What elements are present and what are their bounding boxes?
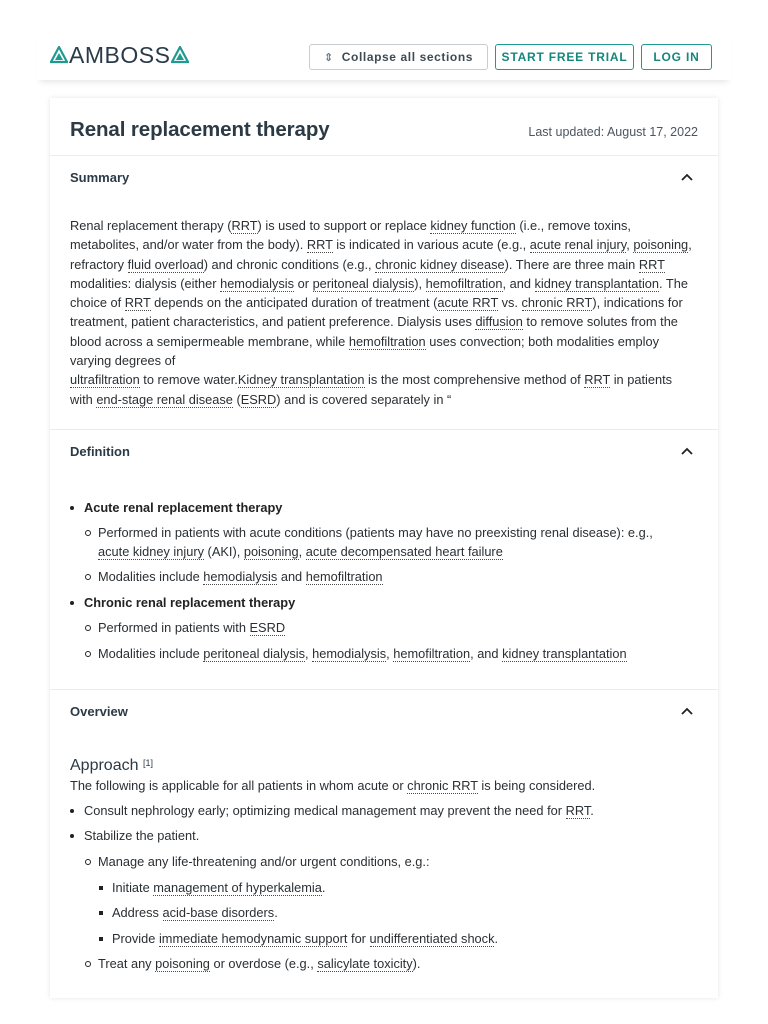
list-item: Initiate management of hyperkalemia. bbox=[70, 878, 698, 904]
section-overview-header[interactable] bbox=[50, 690, 718, 740]
start-free-trial-button[interactable] bbox=[495, 44, 634, 70]
list-item: Performed in patients with acute conditions (patients may have no preexisting renal disease): e.g., acute kidney injury (AKI), poisoning, acute decompensated heart failure bbox=[70, 523, 698, 561]
approach-heading: Approach [1] bbox=[70, 757, 153, 775]
term-link[interactable]: RRT bbox=[565, 802, 591, 818]
triangle-logo-icon bbox=[171, 46, 189, 64]
term-link[interactable]: acute kidney injury bbox=[98, 544, 204, 560]
last-updated: Last updated: August 17, 2022 bbox=[528, 125, 698, 139]
term-link[interactable]: chronic kidney disease bbox=[375, 256, 505, 272]
section-definition-header[interactable] bbox=[50, 430, 718, 480]
term-link[interactable]: acid-base disorders bbox=[162, 905, 275, 921]
amboss-logo[interactable] bbox=[50, 43, 189, 67]
section-definition bbox=[50, 430, 718, 691]
term-link[interactable]: poisoning bbox=[155, 956, 210, 972]
term-link[interactable]: management of hyperkalemia bbox=[153, 879, 322, 895]
login-label: LOG IN bbox=[653, 50, 700, 64]
term-link[interactable]: diffusion bbox=[475, 314, 523, 330]
term-link[interactable]: hemodialysis bbox=[312, 645, 387, 661]
top-header bbox=[36, 28, 732, 80]
term-link[interactable]: acute RRT bbox=[437, 295, 499, 311]
article-header bbox=[50, 98, 718, 156]
term-link[interactable]: peritoneal dialysis bbox=[203, 645, 306, 661]
summary-paragraph: ultrafiltration to remove water.Kidney transplantation is the most comprehensive method of RRT in patients with end-stage renal disease (ESRD) and is covered separately in “ bbox=[70, 372, 673, 407]
term-link[interactable]: kidney transplantation bbox=[502, 645, 627, 661]
summary-text bbox=[50, 206, 718, 429]
list-item: Manage any life-threatening and/or urgent conditions, e.g.: bbox=[70, 852, 698, 878]
term-link[interactable]: chronic RRT bbox=[521, 295, 593, 311]
term-link[interactable]: RRT bbox=[584, 372, 611, 388]
term-link[interactable]: hemofiltration bbox=[348, 333, 426, 349]
page-title: Renal replacement therapy bbox=[70, 118, 330, 141]
section-title: Definition bbox=[70, 443, 130, 459]
term-link[interactable]: poisoning bbox=[633, 237, 689, 253]
term-link[interactable]: hemofiltration bbox=[425, 275, 503, 291]
summary-paragraph: Renal replacement therapy (RRT) is used to support or replace kidney function (i.e., remove toxins, metabolites, and/or water from the body). RRT is indicated in various acute (e.g., acute renal injury, poisoning, refractory fluid overload) and chronic conditions (e.g., chronic kidney disease). There are three main RRT modalities: dialysis (either hemodialysis or peritoneal dialysis), hemofiltration, and kidney transplantation. The choice of RRT depends on the anticipated duration of treatment (acute RRT vs. chronic RRT), indications for treatment, patient characteristics, and patient preference. Dialysis uses diffusion to remove solutes from the blood across a semipermeable membrane, while hemofiltration uses convection; both modalities employ varying degrees of bbox=[70, 218, 692, 369]
start-free-trial-label: START FREE TRIAL bbox=[501, 50, 628, 64]
section-summary-header[interactable] bbox=[50, 156, 718, 206]
list-item: Treat any poisoning or overdose (e.g., salicylate toxicity). bbox=[70, 954, 698, 980]
section-title: Summary bbox=[70, 170, 130, 185]
chevron-up-icon[interactable] bbox=[680, 706, 694, 716]
term-link[interactable]: hemodialysis bbox=[203, 569, 278, 585]
term-link[interactable]: kidney function bbox=[430, 218, 516, 233]
term-link[interactable]: kidney transplantation bbox=[534, 275, 660, 291]
list-item: Chronic renal replacement therapy bbox=[70, 593, 698, 619]
list-item: Modalities include hemodialysis and hemofiltration bbox=[70, 567, 698, 593]
article-card bbox=[50, 98, 718, 998]
term-link[interactable]: poisoning bbox=[243, 544, 299, 560]
term-link[interactable]: ESRD bbox=[240, 391, 277, 407]
term-link[interactable]: RRT bbox=[306, 237, 333, 253]
term-link[interactable]: RRT bbox=[124, 295, 151, 311]
term-link[interactable]: hemofiltration bbox=[305, 569, 383, 585]
term-link[interactable]: RRT bbox=[231, 218, 258, 233]
list-item: Address acid-base disorders. bbox=[70, 903, 698, 929]
term-link[interactable]: salicylate toxicity bbox=[317, 956, 413, 972]
list-item: Performed in patients with ESRD bbox=[70, 618, 698, 644]
section-title: Overview bbox=[70, 704, 128, 720]
term-link[interactable]: chronic RRT bbox=[407, 777, 478, 793]
collapse-icon: ⇕ bbox=[323, 51, 334, 64]
term-link[interactable]: ESRD bbox=[249, 620, 286, 636]
term-link[interactable]: acute decompensated heart failure bbox=[305, 544, 503, 560]
collapse-all-button[interactable] bbox=[309, 44, 488, 70]
list-item: Consult nephrology early; optimizing medical management may prevent the need for RRT. bbox=[70, 801, 698, 827]
chevron-up-icon[interactable] bbox=[680, 446, 694, 456]
list-item: Acute renal replacement therapy bbox=[70, 498, 698, 524]
term-link[interactable]: ultrafiltration bbox=[70, 372, 140, 388]
collapse-all-label: Collapse all sections bbox=[341, 50, 474, 64]
term-link[interactable]: end-stage renal disease bbox=[96, 391, 233, 407]
triangle-logo-icon bbox=[50, 46, 68, 64]
section-overview bbox=[50, 690, 718, 997]
section-summary bbox=[50, 156, 718, 430]
definition-list bbox=[70, 498, 698, 524]
list-item: Modalities include peritoneal dialysis, hemodialysis, hemofiltration, and kidney transplantation bbox=[70, 644, 698, 670]
login-button[interactable] bbox=[641, 44, 712, 70]
term-link[interactable]: RRT bbox=[638, 256, 665, 272]
logo-text: AMBOSS bbox=[69, 42, 171, 68]
term-link[interactable]: fluid overload bbox=[127, 256, 204, 272]
list-item: Stabilize the patient. bbox=[70, 826, 698, 852]
term-link[interactable]: immediate hemodynamic support bbox=[158, 930, 348, 946]
chevron-up-icon[interactable] bbox=[680, 172, 694, 182]
term-link[interactable]: hemofiltration bbox=[393, 645, 471, 661]
term-link[interactable]: peritoneal dialysis bbox=[312, 275, 415, 291]
approach-intro: The following is applicable for all patients in whom acute or chronic RRT is being considered. bbox=[70, 777, 596, 793]
term-link[interactable]: hemodialysis bbox=[220, 275, 295, 291]
term-link[interactable]: acute renal injury bbox=[529, 237, 627, 253]
term-link[interactable]: undifferentiated shock bbox=[369, 930, 495, 946]
term-link[interactable]: Kidney transplantation bbox=[237, 372, 365, 388]
list-item: Provide immediate hemodynamic support for undifferentiated shock. bbox=[70, 929, 698, 955]
reference-link[interactable]: [1] bbox=[142, 758, 153, 769]
